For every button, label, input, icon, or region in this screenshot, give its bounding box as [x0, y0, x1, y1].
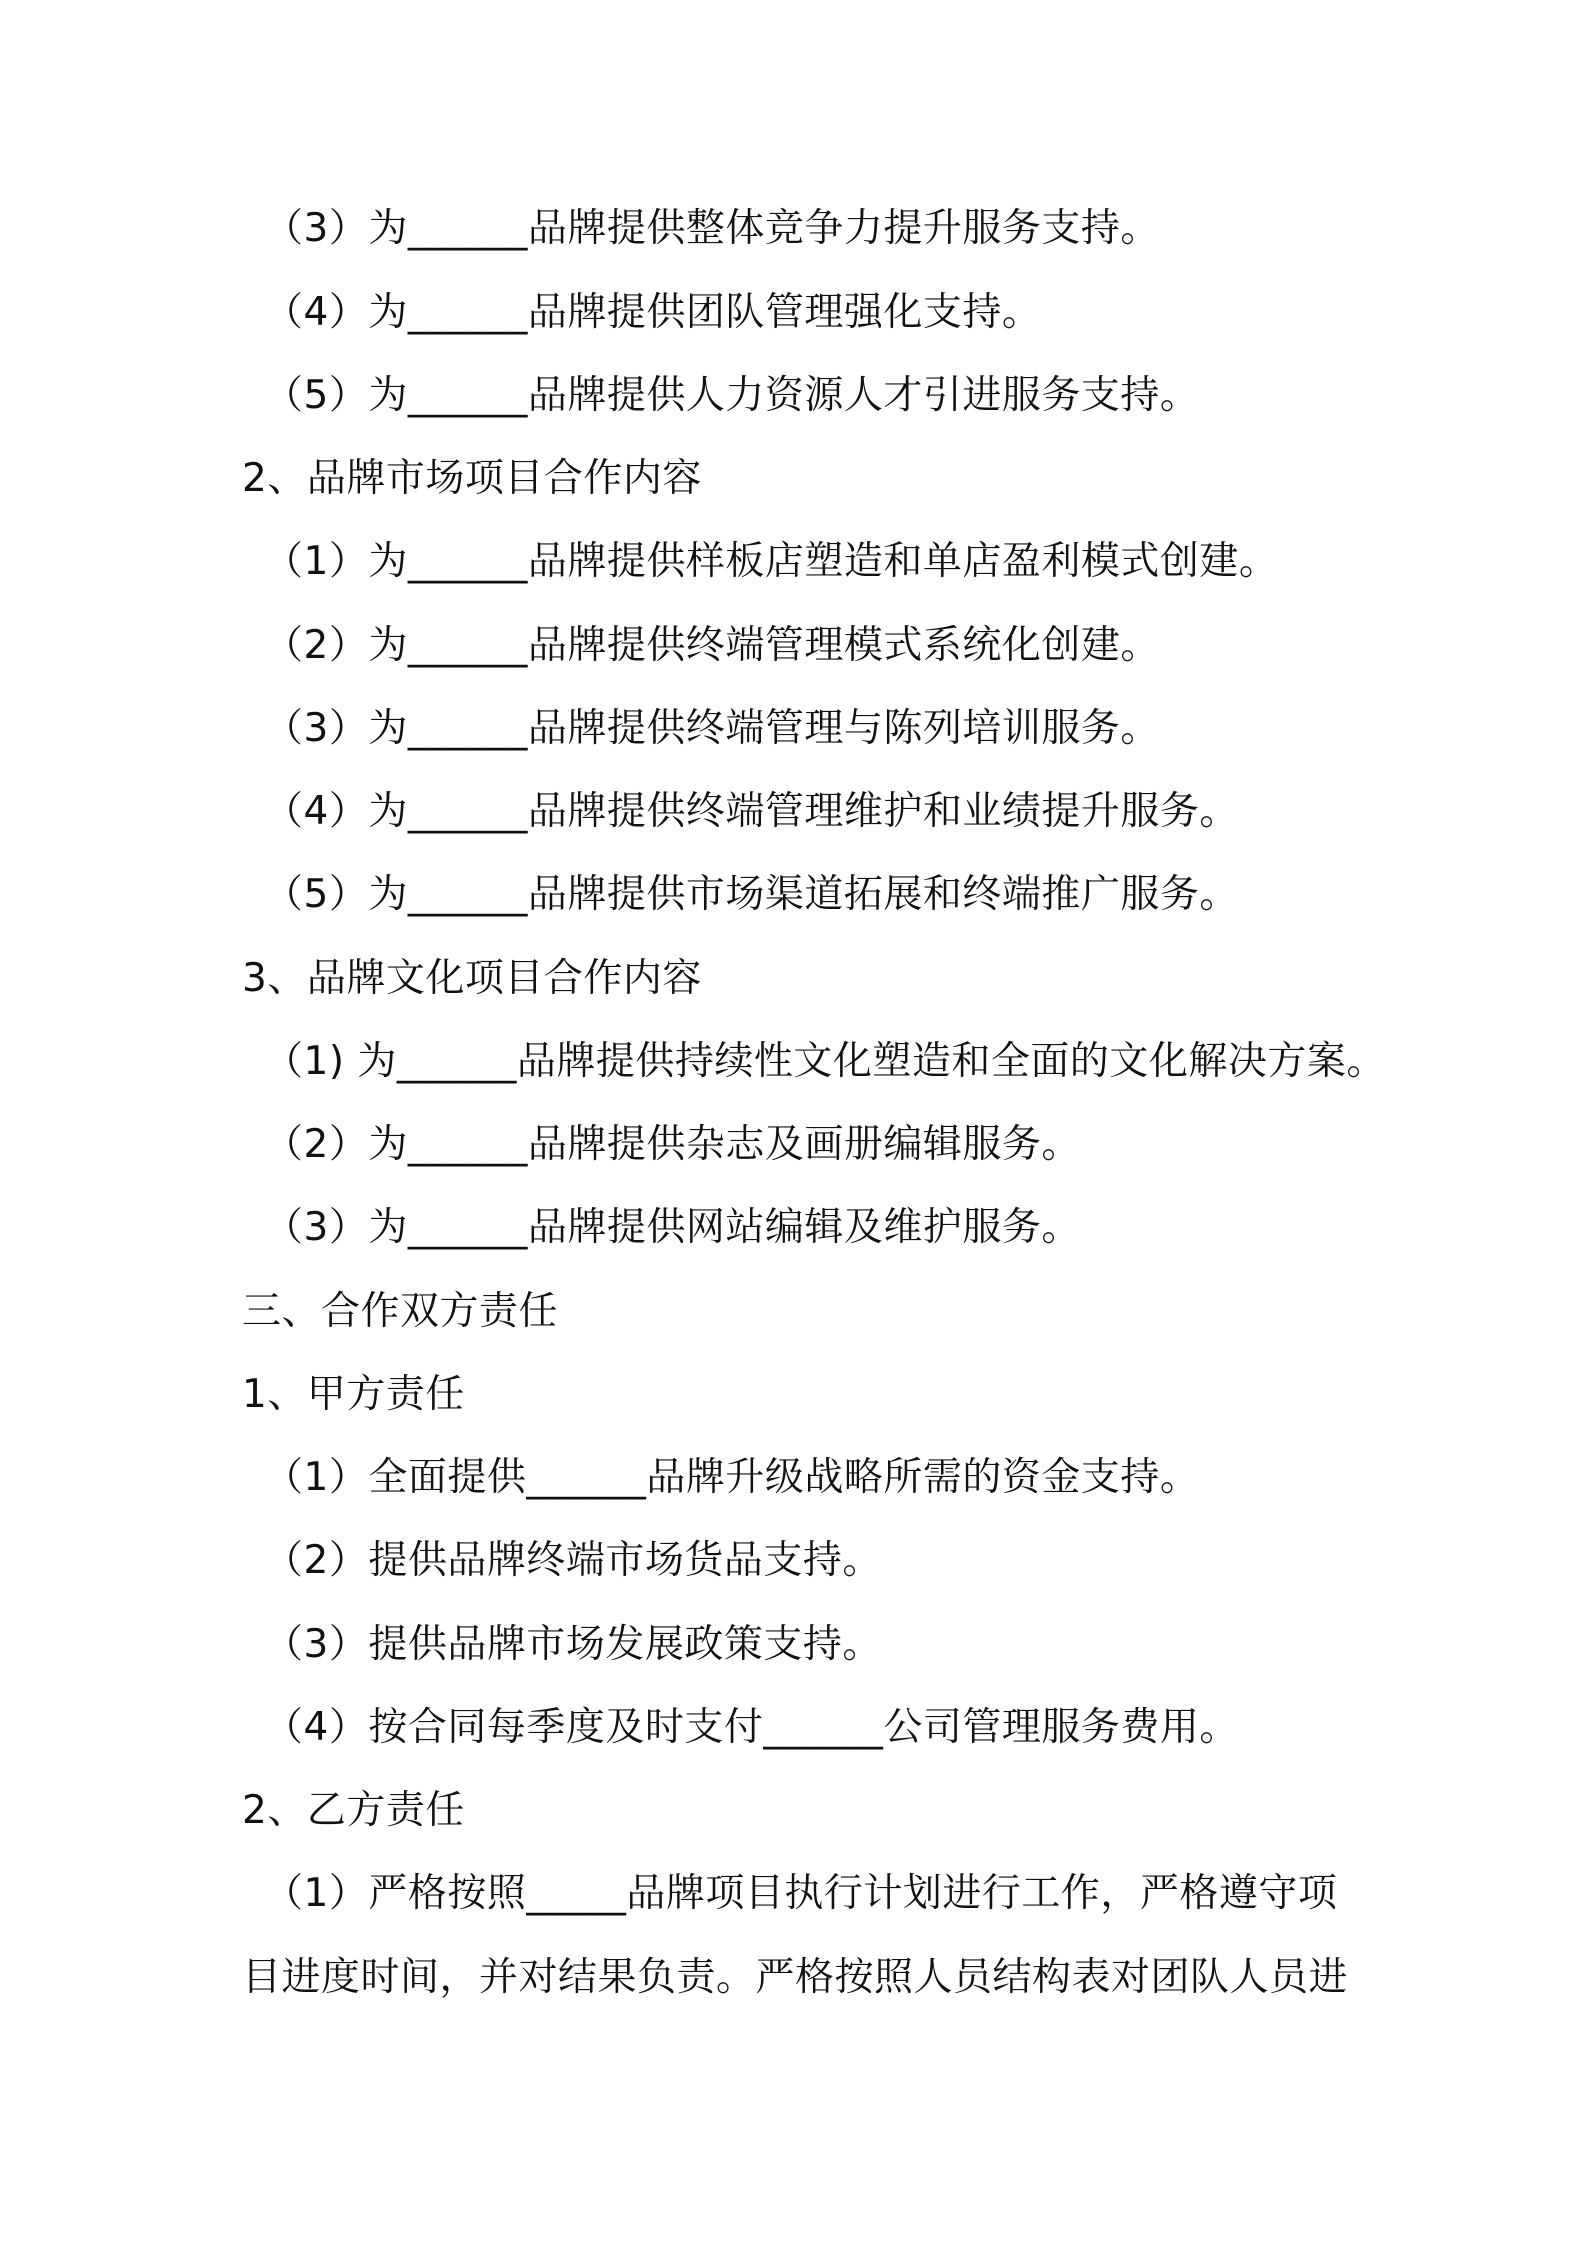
section-heading: 2、品牌市场项目合作内容: [242, 456, 702, 501]
paragraph-line: （1）严格按照_____品牌项目执行计划进行工作，严格遵守项: [264, 1871, 1338, 1916]
paragraph-line: 目进度时间，并对结果负责。严格按照人员结构表对团队人员进: [242, 1955, 1349, 2000]
list-item: （1) 为______品牌提供持续性文化塑造和全面的文化解决方案。: [264, 1039, 1386, 1084]
list-item: （5）为______品牌提供人力资源人才引进服务支持。: [264, 373, 1200, 418]
list-item: （5）为______品牌提供市场渠道拓展和终端推广服务。: [264, 872, 1239, 917]
list-item: （3）为______品牌提供网站编辑及维护服务。: [264, 1205, 1081, 1250]
list-item: （2）为______品牌提供杂志及画册编辑服务。: [264, 1122, 1081, 1167]
section-heading: 3、品牌文化项目合作内容: [242, 956, 702, 1001]
section-heading: 2、乙方责任: [242, 1788, 465, 1833]
section-heading: 1、甲方责任: [242, 1372, 465, 1417]
list-item: （4）为______品牌提供团队管理强化支持。: [264, 290, 1042, 335]
list-item: （3）为______品牌提供整体竞争力提升服务支持。: [264, 206, 1160, 251]
list-item: （4）按合同每季度及时支付______公司管理服务费用。: [264, 1705, 1239, 1750]
list-item: （3）为______品牌提供终端管理与陈列培训服务。: [264, 706, 1160, 751]
list-item: （2）为______品牌提供终端管理模式系统化创建。: [264, 623, 1160, 668]
list-item: （4）为______品牌提供终端管理维护和业绩提升服务。: [264, 789, 1239, 834]
list-item: （3）提供品牌市场发展政策支持。: [264, 1622, 882, 1667]
list-item: （1）为______品牌提供样板店塑造和单店盈利模式创建。: [264, 539, 1279, 584]
list-item: （2）提供品牌终端市场货品支持。: [264, 1538, 882, 1583]
list-item: （1）全面提供______品牌升级战略所需的资金支持。: [264, 1455, 1200, 1500]
section-heading: 三、合作双方责任: [242, 1289, 559, 1334]
